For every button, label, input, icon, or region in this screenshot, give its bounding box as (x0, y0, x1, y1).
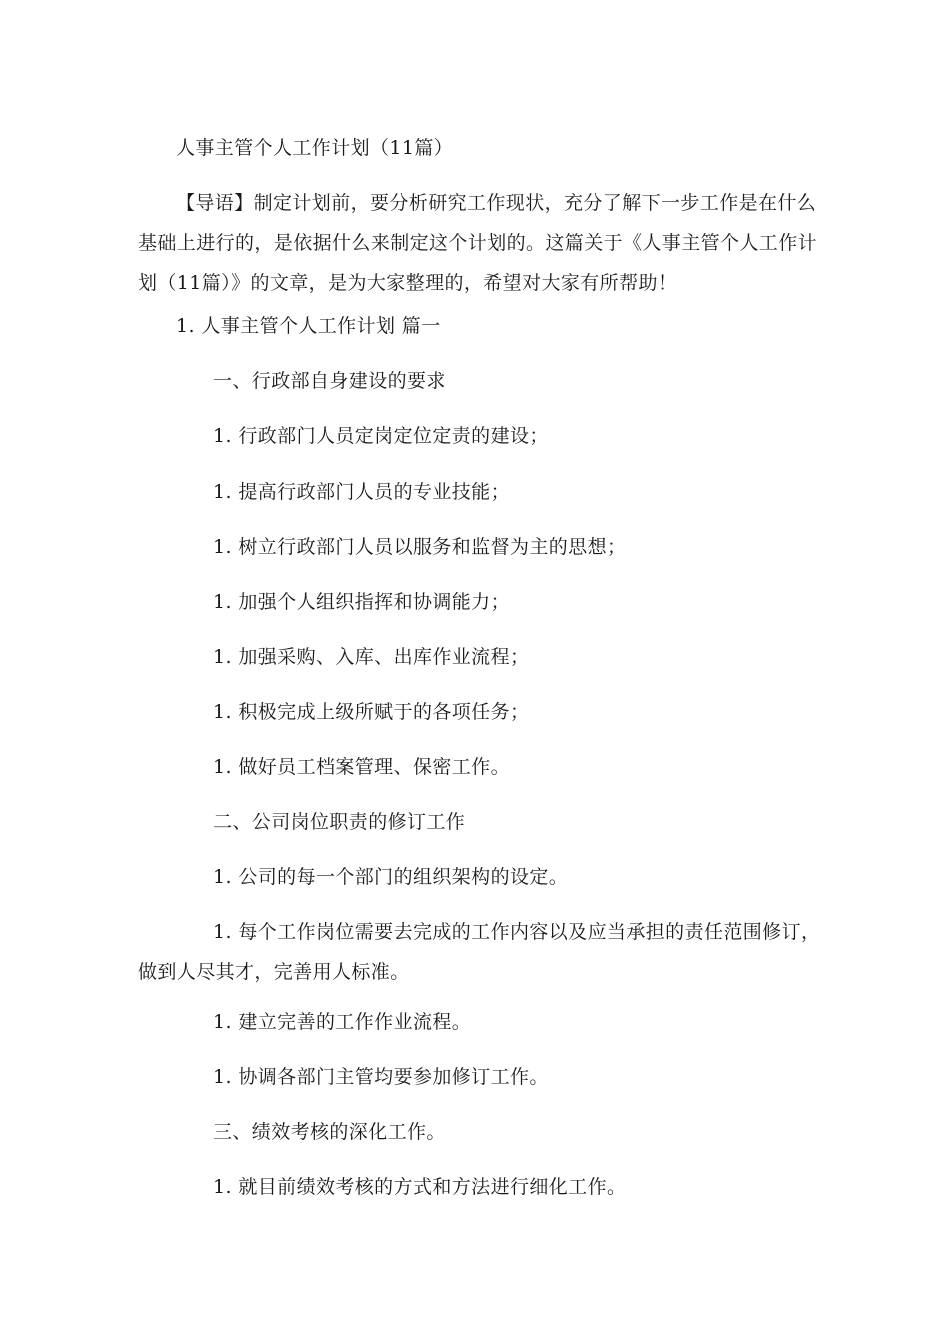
part2-heading: 二、公司岗位职责的修订工作 (213, 811, 466, 833)
list-item: 1. 行政部门人员定岗定位定责的建设； (213, 425, 549, 447)
list-item-line: 做到人尽其才，完善用人标准。 (138, 961, 410, 983)
part3-heading: 三、绩效考核的深化工作。 (213, 1121, 446, 1143)
intro-line: 划（11篇）》的文章，是为大家整理的，希望对大家有所帮助！ (138, 272, 678, 294)
intro-line: 基础上进行的，是依据什么来制定这个计划的。这篇关于《人事主管个人工作计 (138, 232, 818, 254)
list-item: 1. 做好员工档案管理、保密工作。 (213, 756, 510, 778)
list-item: 1. 树立行政部门人员以服务和监督为主的思想； (213, 536, 627, 558)
list-item: 1. 就目前绩效考核的方式和方法进行细化工作。 (213, 1176, 627, 1198)
intro-paragraph (138, 189, 818, 297)
document-title: 人事主管个人工作计划（11篇） (176, 137, 454, 159)
part1-heading: 一、行政部自身建设的要求 (213, 370, 446, 392)
list-item: 1. 提高行政部门人员的专业技能； (213, 481, 510, 503)
list-item: 1. 加强采购、入库、出库作业流程； (213, 646, 530, 668)
intro-line: 【导语】制定计划前，要分析研究工作现状，充分了解下一步工作是在什么 (176, 192, 817, 214)
list-item: 1. 协调各部门主管均要参加修订工作。 (213, 1066, 549, 1088)
list-item: 1. 积极完成上级所赋于的各项任务； (213, 701, 530, 723)
list-item: 1. 建立完善的工作作业流程。 (213, 1011, 472, 1033)
list-item: 1. 公司的每一个部门的组织架构的设定。 (213, 866, 569, 888)
list-item-line: 1. 每个工作岗位需要去完成的工作内容以及应当承担的责任范围修订， (213, 921, 821, 943)
section-heading: 1. 人事主管个人工作计划 篇一 (176, 315, 441, 337)
list-item-wrapped (138, 918, 821, 986)
list-item: 1. 加强个人组织指挥和协调能力； (213, 591, 510, 613)
